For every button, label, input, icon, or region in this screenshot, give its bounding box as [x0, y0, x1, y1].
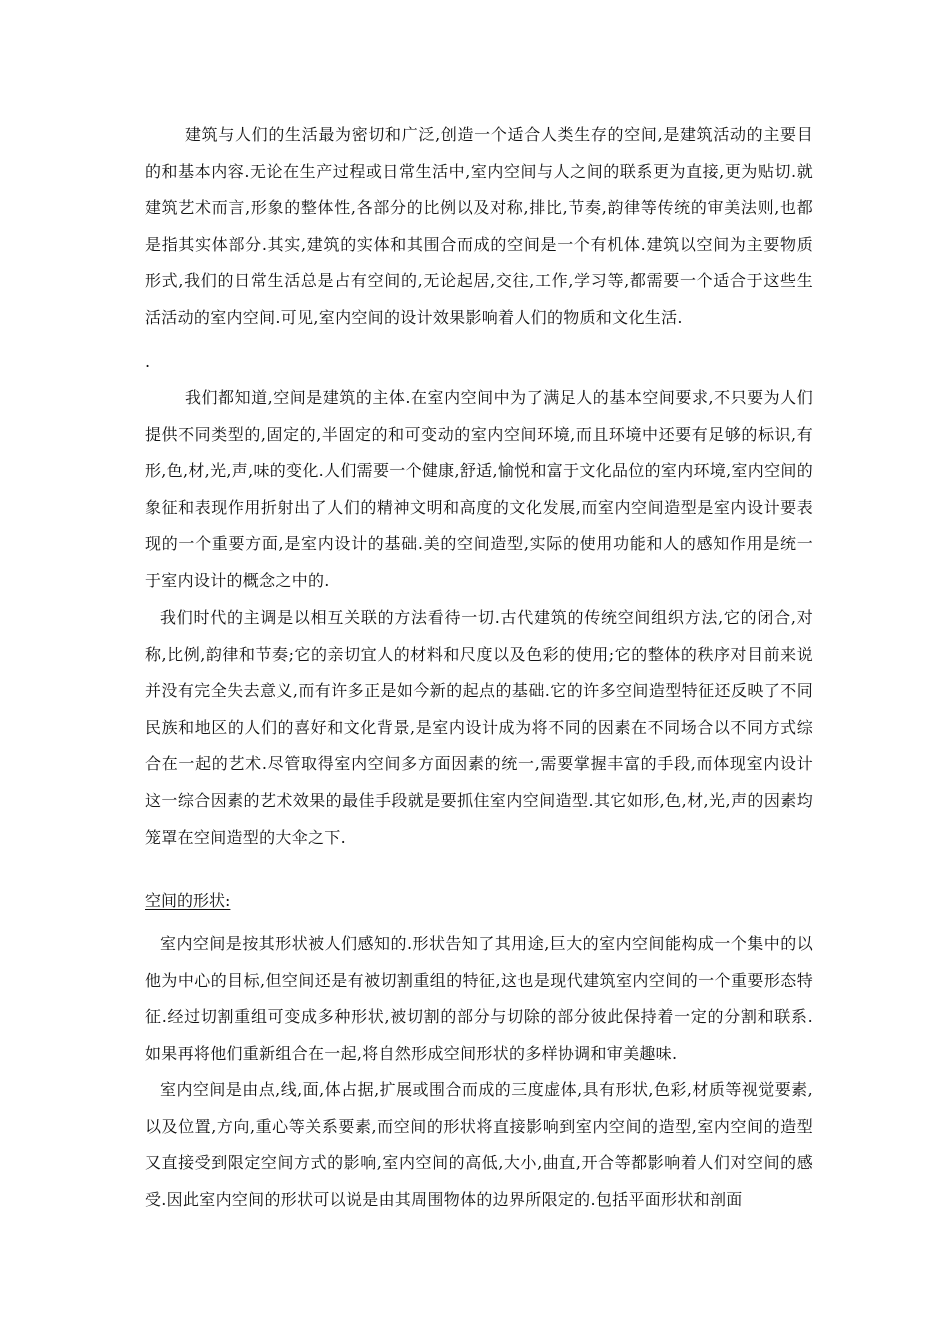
paragraph-era-theme: 我们时代的主调是以相互关联的方法看待一切.古代建筑的传统空间组织方法,它的闭合,对称,比例,韵律和节奏;它的亲切宜人的材料和尺度以及色彩的使用;它的整体的秩序对目前来说并没有完全失去意义,而有许多正是如今新的起点的基础.它的许多空间造型特征还反映了不同民族和地区的人们的喜好和文化背景,是室内设计成为将不同的因素在不同场合以不同方式综合在一起的艺术.尽管取得室内空间多方面因素的统一,需要掌握丰富的手段,而体现室内设计这一综合因素的艺术效果的最佳手段就是要抓住室内空间造型.其它如形,色,材,光,声的因素均笼罩在空间造型的大伞之下. [145, 608, 813, 847]
paragraph-three-dimensional-void: 室内空间是由点,线,面,体占据,扩展或围合而成的三度虚体,具有形状,色彩,材质等视觉要素,以及位置,方向,重心等关系要素,而空间的形状将直接影响到室内空间的造型,室内空间的造型又直接受到限定空间方式的影响,室内空间的高低,大小,曲直,开合等都影响着人们对空间的感受.因此室内空间的形状可以说是由其周围物体的边界所限定的.包括平面形状和剖面 [145, 1080, 813, 1209]
paragraph-shape-perception: 室内空间是按其形状被人们感知的.形状告知了其用途,巨大的室内空间能构成一个集中的以他为中心的目标,但空间还是有被切割重组的特征,这也是现代建筑室内空间的一个重要形态特征.经过切割重组可变成多种形状,被切割的部分与切除的部分彼此保持着一定的分割和联系.如果再将他们重新组合在一起,将自然形成空间形状的多样协调和审美趣味. [145, 934, 813, 1063]
stray-period: . [145, 352, 151, 371]
section-heading-space-shape: 空间的形状: [145, 891, 231, 910]
paragraph-building-and-life: 建筑与人们的生活最为密切和广泛,创造一个适合人类生存的空间,是建筑活动的主要目的和基本内容.无论在生产过程或日常生活中,室内空间与人之间的联系更为直接,更为贴切.就建筑艺术而言,形象的整体性,各部分的比例以及对称,排比,节奏,韵律等传统的审美法则,也都是指其实体部分.其实,建筑的实体和其围合而成的空间是一个有机体.建筑以空间为主要物质形式,我们的日常生活总是占有空间的,无论起居,交往,工作,学习等,都需要一个适合于这些生活活动的室内空间.可见,室内空间的设计效果影响着人们的物质和文化生活. [145, 125, 813, 327]
paragraph-space-is-main-body: 我们都知道,空间是建筑的主体.在室内空间中为了满足人的基本空间要求,不只要为人们提供不同类型的,固定的,半固定的和可变动的室内空间环境,而且环境中还要有足够的标识,有形,色,材,光,声,味的变化.人们需要一个健康,舒适,愉悦和富于文化品位的室内环境,室内空间的象征和表现作用折射出了人们的精神文明和高度的文化发展,而室内空间造型是室内设计要表现的一个重要方面,是室内设计的基础.美的空间造型,实际的使用功能和人的感知作用是统一于室内设计的概念之中的. [145, 388, 813, 590]
